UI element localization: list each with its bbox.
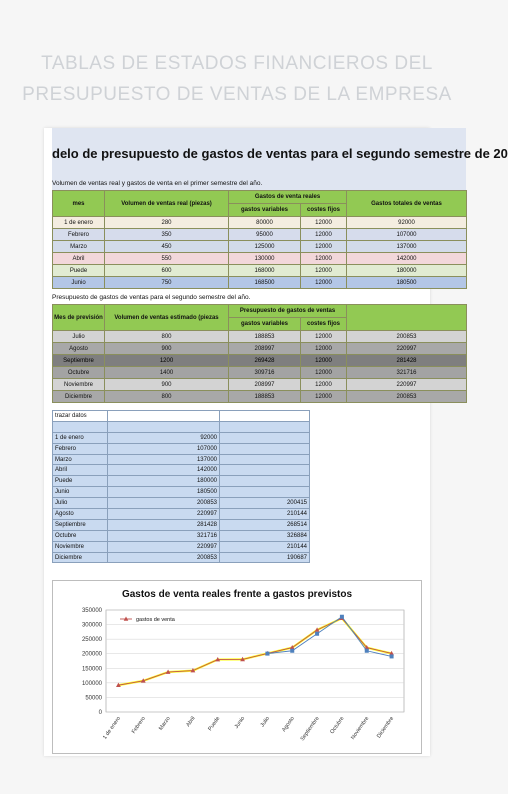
col-header-budget-group: Presupuesto de gastos de ventas bbox=[229, 305, 347, 318]
page-title bbox=[0, 48, 474, 110]
table-row bbox=[53, 241, 467, 253]
table-cell: 800 bbox=[105, 331, 229, 343]
table2-body bbox=[53, 331, 467, 403]
table-cell: 107000 bbox=[347, 229, 467, 241]
table-row bbox=[53, 253, 467, 265]
table-cell: 12000 bbox=[301, 241, 347, 253]
table-cell: 180000 bbox=[347, 265, 467, 277]
table-cell: 1 de enero bbox=[53, 217, 105, 229]
table-cell: 12000 bbox=[301, 379, 347, 391]
col-header-variable: gastos variables bbox=[229, 204, 301, 217]
table-row bbox=[53, 217, 467, 229]
blank-cell bbox=[220, 421, 310, 432]
table-row bbox=[53, 331, 467, 343]
table-cell: 12000 bbox=[301, 253, 347, 265]
table-row bbox=[53, 367, 467, 379]
table-cell: Febrero bbox=[53, 229, 105, 241]
table-row bbox=[53, 277, 467, 289]
y-tick-label: 350000 bbox=[81, 608, 102, 614]
plot-data-body bbox=[53, 432, 310, 563]
table-cell: Julio bbox=[53, 498, 108, 509]
col-header-mes: mes bbox=[53, 191, 105, 217]
data-point bbox=[290, 649, 294, 653]
table-cell: 900 bbox=[105, 343, 229, 355]
page-title-line2: PRESUPUESTO DE VENTAS DE LA EMPRESA bbox=[22, 84, 452, 105]
table-cell: 125000 bbox=[229, 241, 301, 253]
table-row bbox=[53, 229, 467, 241]
table-row bbox=[53, 530, 310, 541]
table-cell: 188853 bbox=[229, 331, 301, 343]
blank-cell bbox=[108, 421, 220, 432]
table-cell: 269428 bbox=[229, 355, 301, 367]
table-cell: Puede bbox=[53, 265, 105, 277]
table-cell: 200415 bbox=[220, 498, 310, 509]
table-row bbox=[53, 454, 310, 465]
y-tick-label: 100000 bbox=[81, 680, 102, 687]
x-tick-label: Septiembre bbox=[299, 715, 321, 743]
table-cell: 92000 bbox=[347, 217, 467, 229]
table-cell: 200853 bbox=[108, 552, 220, 563]
table-cell: 210144 bbox=[220, 509, 310, 520]
table-cell: 900 bbox=[105, 379, 229, 391]
table-cell: Octubre bbox=[53, 367, 105, 379]
data-point bbox=[390, 654, 394, 658]
table-cell bbox=[220, 487, 310, 498]
col-header-fixed: costes fijos bbox=[301, 318, 347, 331]
table-cell: 220997 bbox=[347, 379, 467, 391]
table-cell: 550 bbox=[105, 253, 229, 265]
table-cell: 12000 bbox=[301, 391, 347, 403]
table-cell: Junio bbox=[53, 487, 108, 498]
table-cell: 1400 bbox=[105, 367, 229, 379]
table-cell: 200853 bbox=[347, 331, 467, 343]
col-header-empty bbox=[347, 305, 467, 331]
table-cell: Diciembre bbox=[53, 391, 105, 403]
table-cell: 1200 bbox=[105, 355, 229, 367]
table-cell: 12000 bbox=[301, 265, 347, 277]
data-point bbox=[340, 615, 344, 619]
table-cell: 137000 bbox=[347, 241, 467, 253]
table-cell: 12000 bbox=[301, 343, 347, 355]
blank-cell bbox=[108, 411, 220, 422]
table-cell: 142000 bbox=[108, 465, 220, 476]
table-cell: 12000 bbox=[301, 229, 347, 241]
x-tick-label: Junio bbox=[233, 715, 247, 730]
col-header-group: Gastos de venta reales bbox=[229, 191, 347, 204]
sales-line-chart bbox=[52, 580, 422, 754]
table-cell: Marzo bbox=[53, 454, 108, 465]
col-header-estimated-volume: Volumen de ventas estimado (piezas bbox=[105, 305, 229, 331]
table-cell bbox=[220, 465, 310, 476]
table-row bbox=[53, 465, 310, 476]
table-cell: Julio bbox=[53, 331, 105, 343]
x-tick-label: Puede bbox=[207, 715, 222, 733]
table-cell: 800 bbox=[105, 391, 229, 403]
table-cell bbox=[220, 432, 310, 443]
x-tick-label: Julio bbox=[259, 715, 272, 729]
table-row bbox=[53, 379, 467, 391]
table-row bbox=[53, 519, 310, 530]
table-cell: 180500 bbox=[347, 277, 467, 289]
table-row bbox=[53, 432, 310, 443]
actual-sales-table bbox=[52, 190, 467, 289]
table-cell: Septiembre bbox=[53, 519, 108, 530]
table-cell: 220997 bbox=[347, 343, 467, 355]
blank-cell bbox=[53, 421, 108, 432]
table-cell: 107000 bbox=[108, 443, 220, 454]
table-row bbox=[53, 355, 467, 367]
col-header-volume: Volumen de ventas real (piezas) bbox=[105, 191, 229, 217]
y-tick-label: 0 bbox=[98, 710, 102, 716]
table-cell: 321716 bbox=[108, 530, 220, 541]
table-cell: Diciembre bbox=[53, 552, 108, 563]
table-cell: 80000 bbox=[229, 217, 301, 229]
table-cell bbox=[220, 454, 310, 465]
table-cell: Agosto bbox=[53, 343, 105, 355]
budget-sales-table bbox=[52, 304, 467, 403]
table-cell: 281428 bbox=[108, 519, 220, 530]
y-tick-label: 150000 bbox=[81, 666, 102, 673]
table-cell: 220997 bbox=[108, 541, 220, 552]
col-header-forecast-month: Mes de previsión bbox=[53, 305, 105, 331]
table1-body bbox=[53, 217, 467, 289]
x-tick-label: Agosto bbox=[281, 715, 296, 734]
table-cell: Noviembre bbox=[53, 541, 108, 552]
col-header-variable: gastos variables bbox=[229, 318, 301, 331]
y-tick-label: 50000 bbox=[85, 695, 102, 702]
x-tick-label: Noviembre bbox=[350, 715, 371, 741]
table-cell: 450 bbox=[105, 241, 229, 253]
table-cell: 281428 bbox=[347, 355, 467, 367]
table-cell: 180500 bbox=[108, 487, 220, 498]
table-cell: 12000 bbox=[301, 277, 347, 289]
plot-data-title: trazar datos bbox=[53, 411, 108, 422]
x-tick-label: Febrero bbox=[130, 715, 147, 735]
table-cell: 190687 bbox=[220, 552, 310, 563]
table-cell: 12000 bbox=[301, 331, 347, 343]
table-cell: Octubre bbox=[53, 530, 108, 541]
table-row bbox=[53, 541, 310, 552]
table-cell: 1 de enero bbox=[53, 432, 108, 443]
table-cell: 208997 bbox=[229, 343, 301, 355]
table-cell: Febrero bbox=[53, 443, 108, 454]
table-cell: 309716 bbox=[229, 367, 301, 379]
table-row bbox=[53, 498, 310, 509]
blank-cell bbox=[220, 411, 310, 422]
table-cell: 210144 bbox=[220, 541, 310, 552]
table-row bbox=[53, 552, 310, 563]
table-cell: 208997 bbox=[229, 379, 301, 391]
table-cell bbox=[220, 476, 310, 487]
table-cell: 12000 bbox=[301, 355, 347, 367]
page-title-line1: TABLAS DE ESTADOS FINANCIEROS DEL bbox=[41, 53, 433, 74]
plot-data-table bbox=[52, 410, 310, 563]
x-tick-label: Diciembre bbox=[376, 715, 396, 740]
x-tick-label: Abril bbox=[185, 715, 197, 729]
y-tick-label: 200000 bbox=[81, 651, 102, 658]
table-cell: 326884 bbox=[220, 530, 310, 541]
table-cell: 12000 bbox=[301, 367, 347, 379]
y-tick-label: 300000 bbox=[81, 622, 102, 629]
table-cell: 321716 bbox=[347, 367, 467, 379]
table-cell: Abril bbox=[53, 253, 105, 265]
table-row bbox=[53, 487, 310, 498]
table-cell: 220997 bbox=[108, 509, 220, 520]
table-cell: 180000 bbox=[108, 476, 220, 487]
table-row bbox=[53, 443, 310, 454]
table-cell bbox=[220, 443, 310, 454]
data-point bbox=[315, 632, 319, 636]
table-cell: 188853 bbox=[229, 391, 301, 403]
table-cell: Junio bbox=[53, 277, 105, 289]
table-cell: Puede bbox=[53, 476, 108, 487]
data-point bbox=[265, 652, 269, 656]
table-cell: 200853 bbox=[108, 498, 220, 509]
table-row bbox=[53, 391, 467, 403]
x-tick-label: 1 de enero bbox=[102, 715, 123, 741]
table-row bbox=[53, 265, 467, 277]
table-cell: 142000 bbox=[347, 253, 467, 265]
x-tick-label: Octubre bbox=[329, 715, 346, 736]
table-cell: Abril bbox=[53, 465, 108, 476]
table-cell: 168000 bbox=[229, 265, 301, 277]
table-cell: 600 bbox=[105, 265, 229, 277]
table-cell: 350 bbox=[105, 229, 229, 241]
x-tick-label: Marzo bbox=[158, 715, 172, 732]
plot-area bbox=[106, 610, 404, 712]
table-cell: 12000 bbox=[301, 217, 347, 229]
y-tick-label: 250000 bbox=[81, 637, 102, 644]
data-point bbox=[365, 649, 369, 653]
table-cell: 92000 bbox=[108, 432, 220, 443]
table-cell: 268514 bbox=[220, 519, 310, 530]
table1-caption: Volumen de ventas real y gastos de venta en el primer semestre del año. bbox=[52, 180, 263, 187]
legend-label: gastos de venta bbox=[136, 617, 175, 623]
table-cell: 280 bbox=[105, 217, 229, 229]
sheet-heading: delo de presupuesto de gastos de ventas para el segundo semestre de 20 bbox=[52, 146, 508, 161]
table-cell: 137000 bbox=[108, 454, 220, 465]
table2-caption: Presupuesto de gastos de ventas para el segundo semestre del año. bbox=[52, 294, 251, 301]
table-cell: 200853 bbox=[347, 391, 467, 403]
chart-title: Gastos de venta reales frente a gastos previstos bbox=[121, 589, 353, 600]
col-header-total: Gastos totales de ventas bbox=[347, 191, 467, 217]
table-cell: Agosto bbox=[53, 509, 108, 520]
table-cell: 750 bbox=[105, 277, 229, 289]
col-header-fixed: costes fijos bbox=[301, 204, 347, 217]
table-row bbox=[53, 509, 310, 520]
spreadsheet-preview bbox=[44, 128, 508, 756]
table-cell: Marzo bbox=[53, 241, 105, 253]
table-cell: 168500 bbox=[229, 277, 301, 289]
table-cell: Noviembre bbox=[53, 379, 105, 391]
table-cell: 95000 bbox=[229, 229, 301, 241]
table-row bbox=[53, 476, 310, 487]
table-cell: Septiembre bbox=[53, 355, 105, 367]
table-row bbox=[53, 343, 467, 355]
table-cell: 130000 bbox=[229, 253, 301, 265]
